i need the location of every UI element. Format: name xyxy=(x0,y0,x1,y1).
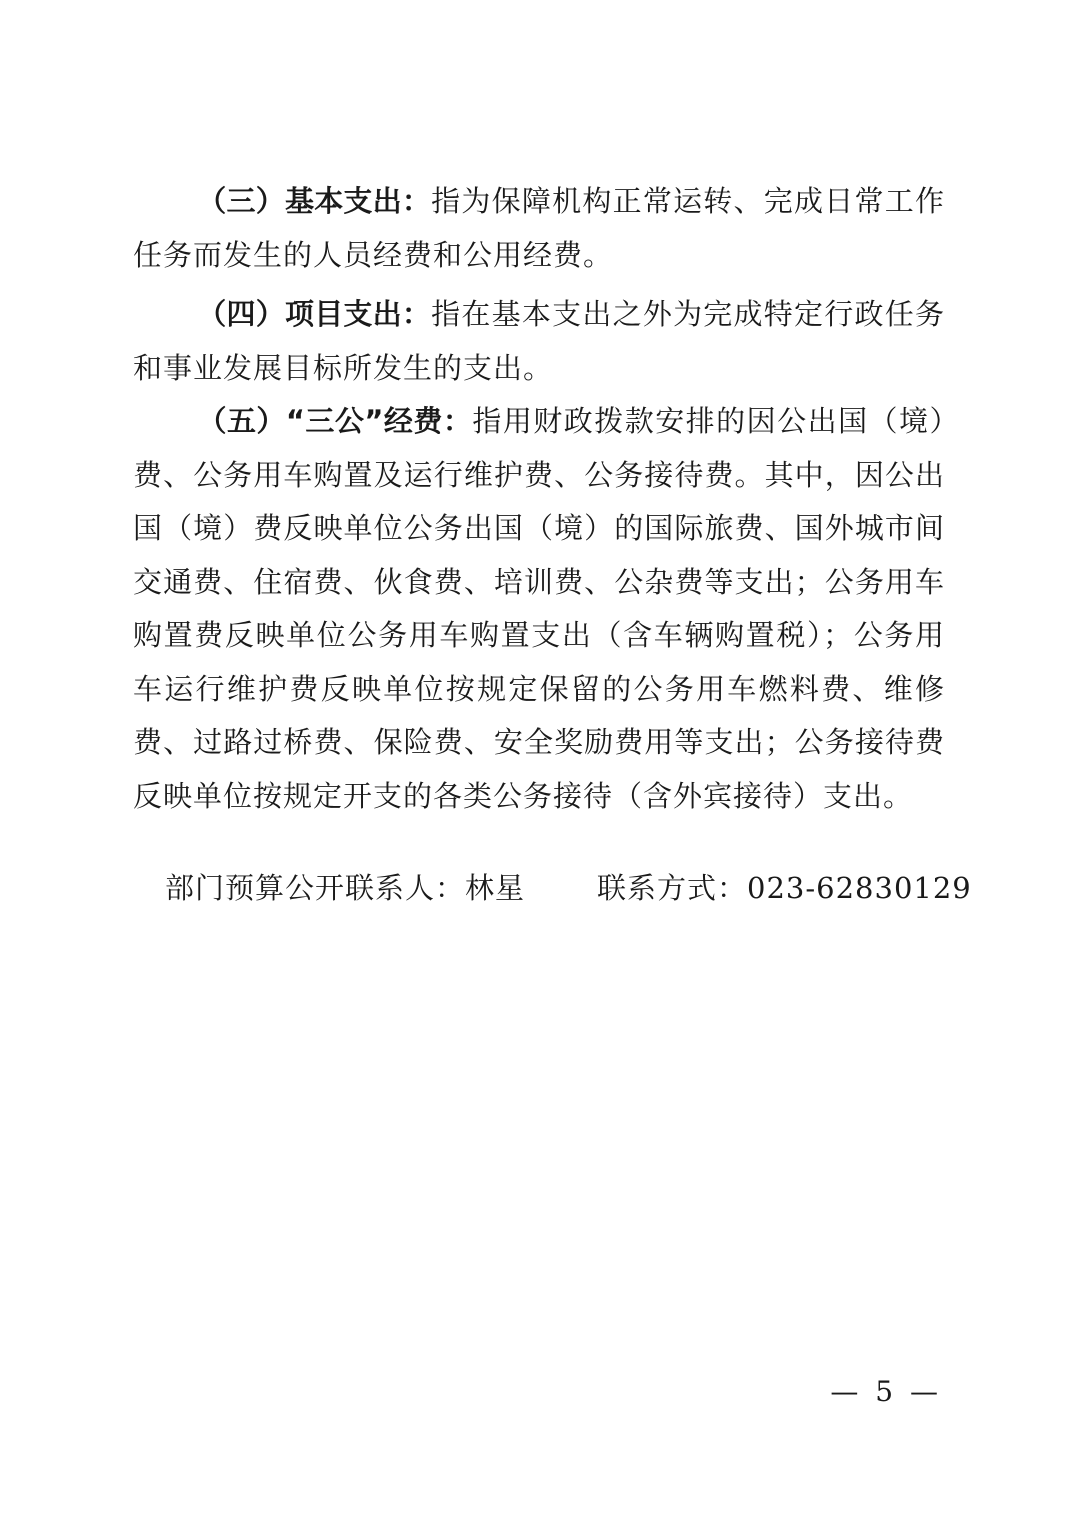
paragraph-project-expenditure xyxy=(133,288,945,395)
paragraph-heading: （五）“三公”经费： xyxy=(197,404,473,438)
contact-phone: 联系方式：023-62830129 xyxy=(597,871,972,905)
contact-person: 部门预算公开联系人：林星 xyxy=(165,871,526,905)
paragraph-basic-expenditure xyxy=(133,175,945,282)
paragraph-body: 指为保障机构正常运转、完成日常工作任务而发生的人员经费和公用经费。 xyxy=(133,184,945,272)
paragraph-heading: （四）项目支出： xyxy=(197,297,432,331)
paragraph-three-public-funds xyxy=(133,395,945,823)
paragraph-body: 指用财政拨款安排的因公出国（境）费、公务用车购置及运行维护费、公务接待费。其中，因公出国（境）费反映单位公务出国（境）的国际旅费、国外城市间交通费、住宿费、伙食费、培训费、公杂费等支出；公务用车购置费反映单位公务用车购置支出（含车辆购置税）；公务用车运行维护费反映单位按规定保留的公务用车燃料费、维修费、过路过桥费、保险费、安全奖励费用等支出；公务接待费反映单位按规定开支的各类公务接待（含外宾接待）支出。 xyxy=(133,404,945,813)
contact-line xyxy=(165,866,972,910)
paragraph-heading: （三）基本支出： xyxy=(197,184,432,218)
page-number: — 5 — xyxy=(830,1375,942,1408)
paragraph-body: 指在基本支出之外为完成特定行政任务和事业发展目标所发生的支出。 xyxy=(133,297,945,385)
